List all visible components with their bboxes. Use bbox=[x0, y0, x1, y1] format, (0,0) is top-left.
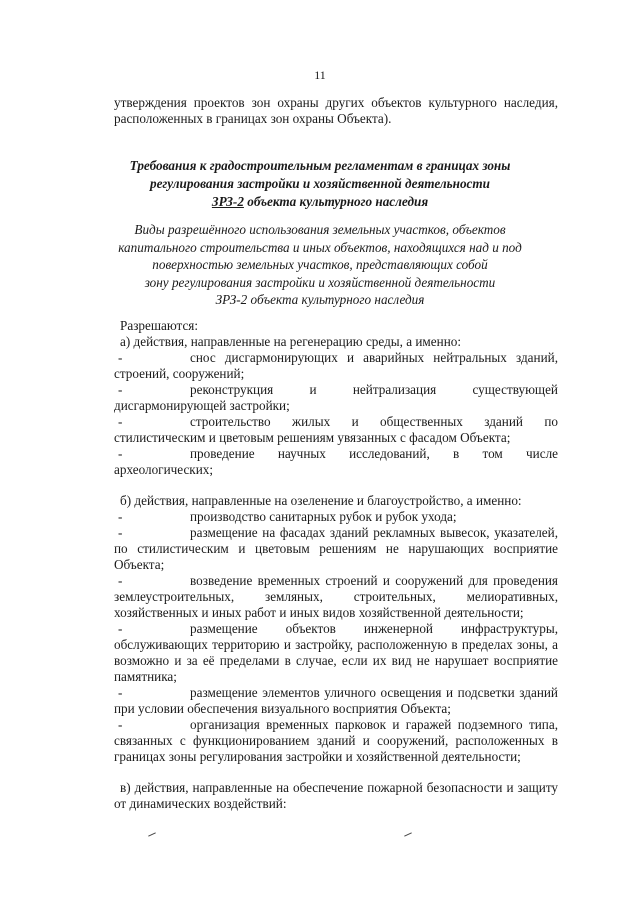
scan-mark bbox=[148, 832, 156, 836]
subheading-line: Виды разрешённого использования земельных участков, объектов bbox=[134, 222, 506, 237]
allowed-label: Разрешаются: bbox=[120, 318, 199, 333]
list-item: - возведение временных строений и сооружений для проведения землеустроительных, земляных, строительных, мелиоративных, хозяйственных и иных работ и иных видов хозяйственной деятельности; bbox=[114, 573, 558, 620]
dash-bullet: - bbox=[118, 573, 123, 588]
list-item: - снос дисгармонирующих и аварийных нейтральных зданий, строений, сооружений; bbox=[114, 350, 558, 381]
subheading-line: поверхностью земельных участков, представляющих собой bbox=[152, 257, 488, 272]
list-item: - производство санитарных рубок и рубок ухода; bbox=[114, 509, 558, 525]
list-item: - строительство жилых и общественных зданий по стилистическим и цветовым решениям увязанных с фасадом Объекта; bbox=[114, 414, 558, 445]
section-b-title: б) действия, направленные на озеленение и благоустройство, а именно: bbox=[120, 493, 522, 508]
list-item: - размещение объектов инженерной инфраструктуры, обслуживающих территорию и застройку, расположенную в пределах зоны, а возможно и за её пределами в случае, если их вид не нарушает восприятие памятника; bbox=[114, 621, 558, 684]
dash-bullet: - bbox=[118, 414, 123, 429]
dash-bullet: - bbox=[118, 509, 123, 524]
section-heading bbox=[120, 157, 520, 211]
subheading bbox=[110, 221, 530, 309]
scan-mark bbox=[404, 832, 412, 836]
list-item: - реконструкция и нейтрализация существующей дисгармонирующей застройки; bbox=[114, 382, 558, 413]
subheading-line: ЗРЗ-2 объекта культурного наследия bbox=[215, 292, 425, 307]
list-item: - размещение на фасадах зданий рекламных вывесок, указателей, по стилистическим и цветовым решениям не нарушающих восприятие Объекта; bbox=[114, 525, 558, 572]
intro-paragraph bbox=[114, 95, 558, 127]
heading-line: Требования к градостроительным регламентам в границах зоны bbox=[129, 158, 511, 173]
heading-line: регулирования застройки и хозяйственной деятельности bbox=[149, 176, 491, 191]
intro-line: утверждения проектов зон охраны других объектов культурного наследия, bbox=[114, 95, 558, 110]
dash-bullet: - bbox=[118, 717, 123, 732]
heading-line bbox=[120, 193, 520, 211]
page-number: 11 bbox=[314, 68, 326, 82]
dash-bullet: - bbox=[118, 621, 123, 636]
section-c-title: в) действия, направленные на обеспечение пожарной безопасности и защиту от динамических воздействий: bbox=[114, 780, 558, 811]
dash-bullet: - bbox=[118, 382, 123, 397]
dash-bullet: - bbox=[118, 446, 123, 461]
section-a-title: а) действия, направленные на регенерацию среды, а именно: bbox=[120, 334, 462, 349]
heading-line-rest: объекта культурного наследия bbox=[243, 194, 429, 209]
dash-bullet: - bbox=[118, 525, 123, 540]
intro-line: расположенных в границах зон охраны Объекта). bbox=[114, 111, 392, 126]
list-item: - размещение элементов уличного освещения и подсветки зданий при условии обеспечения визуального восприятия Объекта; bbox=[114, 685, 558, 716]
list-item: - проведение научных исследований, в том числе археологических; bbox=[114, 446, 558, 477]
allowed-actions bbox=[114, 318, 558, 812]
dash-bullet: - bbox=[118, 350, 123, 365]
dash-bullet: - bbox=[118, 685, 123, 700]
zone-code: ЗРЗ-2 bbox=[211, 194, 244, 209]
subheading-line: капитального строительства и иных объектов, находящихся над и под bbox=[118, 239, 522, 255]
list-item: - организация временных парковок и гаражей подземного типа, связанных с функционированием зданий и сооружений, расположенных в границах зоны регулирования застройки и хозяйственной деятельности; bbox=[114, 717, 558, 764]
subheading-line: зону регулирования застройки и хозяйственной деятельности bbox=[144, 274, 496, 290]
